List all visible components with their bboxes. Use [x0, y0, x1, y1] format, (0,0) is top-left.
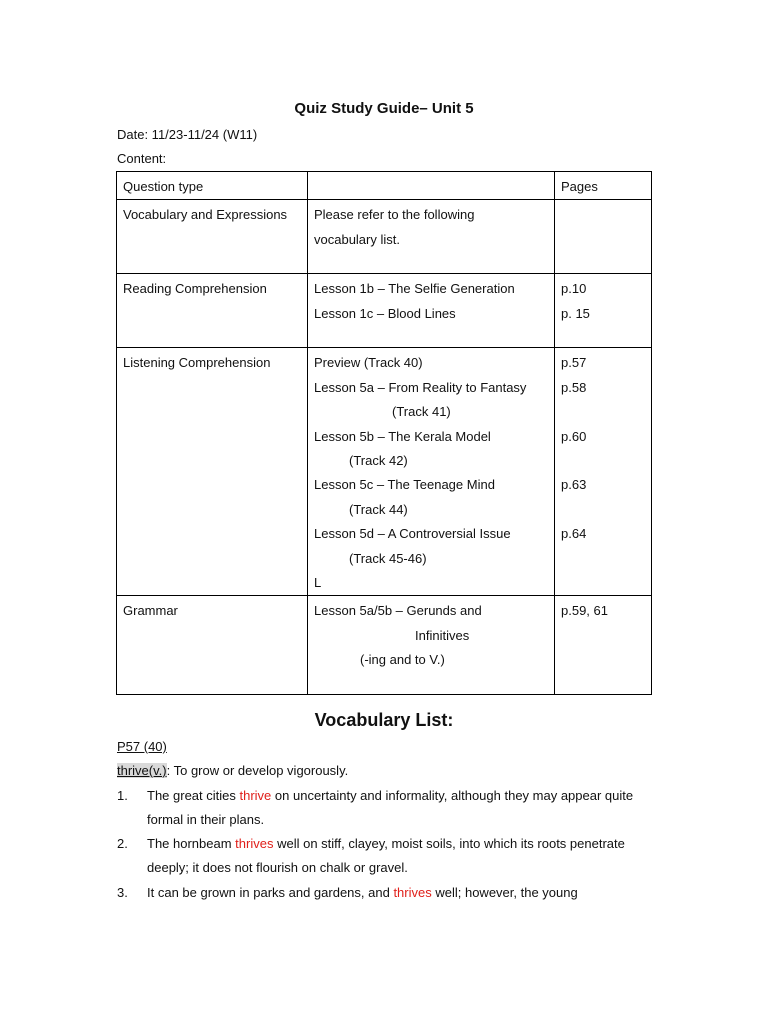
- table-row: [117, 274, 652, 348]
- page-ref: p.63: [561, 477, 587, 493]
- table-row: [117, 596, 652, 695]
- content-line: Lesson 5d – A Controversial Issue: [314, 526, 511, 542]
- question-type-cell: Grammar: [117, 596, 308, 695]
- content-cell: [308, 274, 555, 348]
- content-cell: [308, 596, 555, 695]
- sentence-text: It can be grown in parks and gardens, and: [147, 885, 394, 900]
- sentence-text: well on stiff, clayey, moist soils, into which its roots penetrate deeply; it does not flourish on chalk or gravel.: [147, 836, 625, 876]
- item-number: 3.: [117, 885, 128, 900]
- list-item: [117, 881, 657, 905]
- content-line: vocabulary list.: [314, 231, 400, 247]
- header-question-type: Question type: [117, 172, 308, 200]
- highlighted-word: thrives: [393, 885, 432, 900]
- vocab-entry: [117, 763, 348, 778]
- header-pages: Pages: [555, 172, 652, 200]
- content-line: Lesson 5a – From Reality to Fantasy: [314, 379, 527, 395]
- page-ref: p. 15: [561, 305, 590, 321]
- page-ref: p.10: [561, 281, 587, 297]
- pages-cell: [555, 348, 652, 596]
- content-line: Lesson 5c – The Teenage Mind: [314, 477, 495, 493]
- content-cell: [308, 200, 555, 274]
- page-ref: p.58: [561, 379, 587, 395]
- page-ref: [561, 449, 645, 473]
- page-ref: p.57: [561, 355, 587, 371]
- example-sentence: [147, 881, 657, 905]
- sentence-text: on uncertainty and informality, although they may appear quite formal in their plans.: [147, 788, 634, 828]
- page-ref: [561, 400, 645, 424]
- question-type-cell: Vocabulary and Expressions: [117, 200, 308, 274]
- example-sentence: [147, 832, 657, 881]
- content-line: (Track 44): [349, 501, 408, 517]
- list-item: [117, 784, 657, 833]
- sentence-text: The great cities: [147, 788, 240, 803]
- page-ref: p.59, 61: [561, 603, 608, 619]
- content-line: (-ing and to V.): [360, 652, 445, 668]
- page-ref: p.64: [561, 526, 587, 542]
- content-line: Lesson 5a/5b – Gerunds and: [314, 603, 482, 619]
- vocab-word: thrive(v.): [117, 763, 167, 778]
- pages-cell: [555, 596, 652, 695]
- page-ref: p.60: [561, 428, 587, 444]
- highlighted-word: thrives: [235, 836, 274, 851]
- header-content: [308, 172, 555, 200]
- content-line: (Track 41): [392, 404, 451, 420]
- content-line: Preview (Track 40): [314, 355, 423, 371]
- question-type-cell: Listening Comprehension: [117, 348, 308, 596]
- table-row: [117, 200, 652, 274]
- question-type-cell: Reading Comprehension: [117, 274, 308, 348]
- study-guide-table: [116, 171, 652, 695]
- section-reference: P57 (40): [117, 739, 167, 754]
- item-number: 2.: [117, 836, 128, 851]
- content-label: Content:: [117, 151, 167, 166]
- content-line: L: [314, 575, 322, 591]
- example-sentence: [147, 784, 657, 833]
- content-line: (Track 42): [349, 453, 408, 469]
- item-number: 1.: [117, 788, 128, 803]
- content-line: Lesson 5b – The Kerala Model: [314, 428, 491, 444]
- content-line: Lesson 1c – Blood Lines: [314, 305, 456, 321]
- content-cell: [308, 348, 555, 596]
- table-header-row: [117, 172, 652, 200]
- sentence-text: The hornbeam: [147, 836, 236, 851]
- pages-cell: [555, 200, 652, 274]
- pages-cell: [555, 274, 652, 348]
- content-line: Lesson 1b – The Selfie Generation: [314, 281, 515, 297]
- vocab-definition: : To grow or develop vigorously.: [166, 763, 349, 778]
- vocabulary-heading: Vocabulary List:: [314, 710, 454, 730]
- content-line: (Track 45-46): [349, 550, 427, 566]
- document-title: Quiz Study Guide– Unit 5: [294, 100, 474, 117]
- content-line: Please refer to the following: [314, 207, 475, 223]
- content-line: Infinitives: [415, 627, 470, 643]
- date-line: Date: 11/23-11/24 (W11): [117, 127, 258, 142]
- sentence-text: well; however, the young: [431, 885, 578, 900]
- table-row: [117, 348, 652, 596]
- list-item: [117, 832, 657, 881]
- page-ref: [561, 498, 645, 522]
- highlighted-word: thrive: [239, 788, 272, 803]
